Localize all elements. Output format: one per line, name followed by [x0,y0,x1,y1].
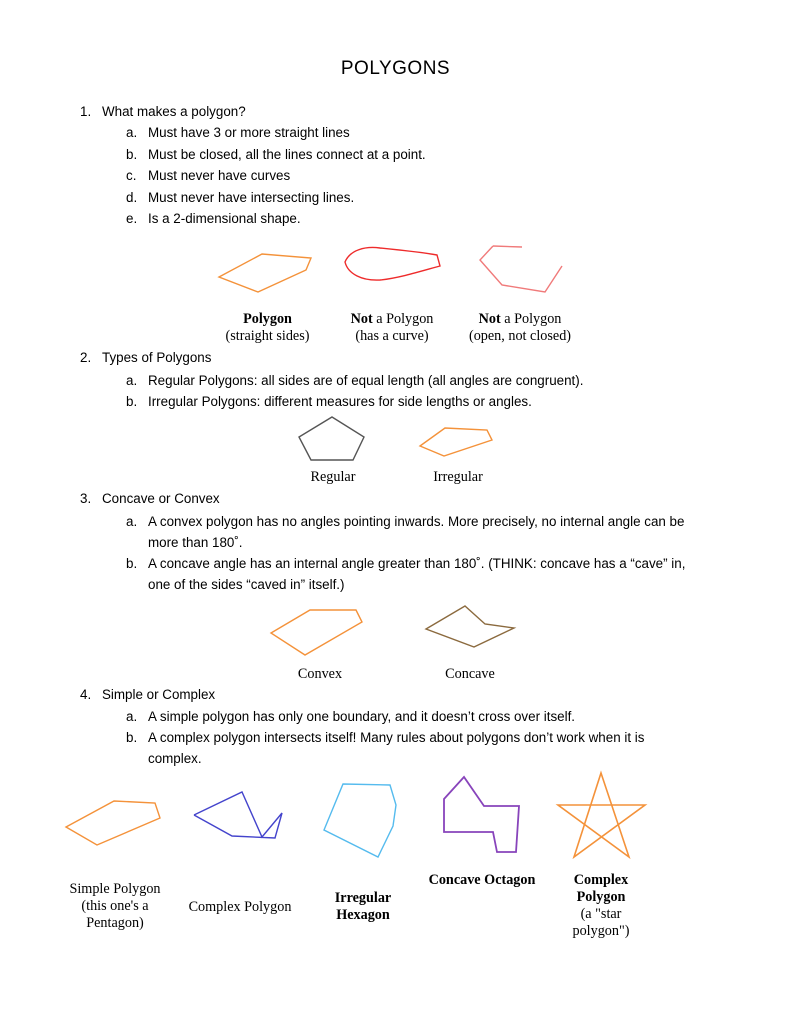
list-item: Must never have curves [148,168,291,183]
list-marker: b. [126,730,138,745]
list-item-continued: complex. [148,751,202,766]
label-star-line1: Complex [573,872,629,888]
label-hexagon-line2: Hexagon [336,907,390,923]
label-open-not: Not [478,311,501,327]
label-star-line2: Polygon [576,889,626,905]
list-item: A convex polygon has no angles pointing inwards. More precisely, no internal angle can be [148,514,685,529]
list-item: Is a 2-dimensional shape. [148,211,301,226]
list-marker: c. [126,168,137,183]
section-number: 1. [80,104,92,119]
list-item: Must have 3 or more straight lines [148,125,350,140]
list-item: Must never have intersecting lines. [148,190,355,205]
label-simple-polygon [55,881,175,932]
page-title: POLYGONS [340,58,451,79]
list-marker: a. [126,709,138,724]
list-item: A concave angle has an internal angle greater than 180˚. (THINK: concave has a “cave” in, [148,556,686,571]
list-item-continued: one of the sides “caved in” itself.) [148,577,345,592]
label-star-polygon [551,872,651,940]
section-number: 3. [80,491,92,506]
list-marker: b. [126,147,138,162]
list-item: Must be closed, all the lines connect at a point. [148,147,426,162]
section-heading: Simple or Complex [102,687,216,702]
list-marker: a. [126,514,138,529]
label-concave: Concave [445,666,495,682]
section-number: 2. [80,350,92,365]
list-marker: b. [126,394,138,409]
label-curve-sub: (has a curve) [355,328,429,344]
label-convex: Convex [297,666,343,682]
concave-octagon-shape [444,777,519,852]
label-open-rest: a Polygon [500,311,562,327]
list-item: Regular Polygons: all sides are of equal length (all angles are congruent). [148,373,584,388]
label-concave-octagon: Concave Octagon [428,872,536,888]
list-item-continued: more than 180˚. [148,535,243,550]
section-heading: Concave or Convex [102,491,220,506]
list-marker: e. [126,211,138,226]
list-marker: a. [126,125,138,140]
label-regular: Regular [310,469,356,485]
list-marker: a. [126,373,138,388]
label-simple-line3: Pentagon) [86,915,144,931]
irregular-hexagon-shape [324,784,396,857]
list-marker: d. [126,190,138,205]
simple-pentagon-shape [66,801,160,845]
label-polygon-sub: (straight sides) [225,328,310,344]
label-hexagon-line1: Irregular [334,890,392,906]
label-simple-line2: (this one's a [81,898,149,914]
list-item: A complex polygon intersects itself! Many rules about polygons don’t work when it is [148,730,645,745]
label-irregular: Irregular [433,469,483,485]
label-star-line3: (a "star [580,906,622,922]
section-number: 4. [80,687,92,702]
label-complex-polygon: Complex Polygon [188,899,292,915]
section-heading: Types of Polygons [102,350,212,365]
label-star-line4: polygon") [572,923,630,939]
label-open-sub: (open, not closed) [468,328,572,344]
label-polygon-title: Polygon [243,311,292,327]
list-item: A simple polygon has only one boundary, and it doesn’t cross over itself. [148,709,576,724]
complex-polygon-shape [194,792,282,838]
label-simple-line1: Simple Polygon [69,881,161,897]
list-marker: b. [126,556,138,571]
label-irregular-hexagon [320,890,406,924]
section-heading: What makes a polygon? [102,104,246,119]
label-curve-not: Not [350,311,373,327]
list-item: Irregular Polygons: different measures for side lengths or angles. [148,394,532,409]
label-curve-rest: a Polygon [372,311,434,327]
star-polygon-shape [558,773,645,857]
